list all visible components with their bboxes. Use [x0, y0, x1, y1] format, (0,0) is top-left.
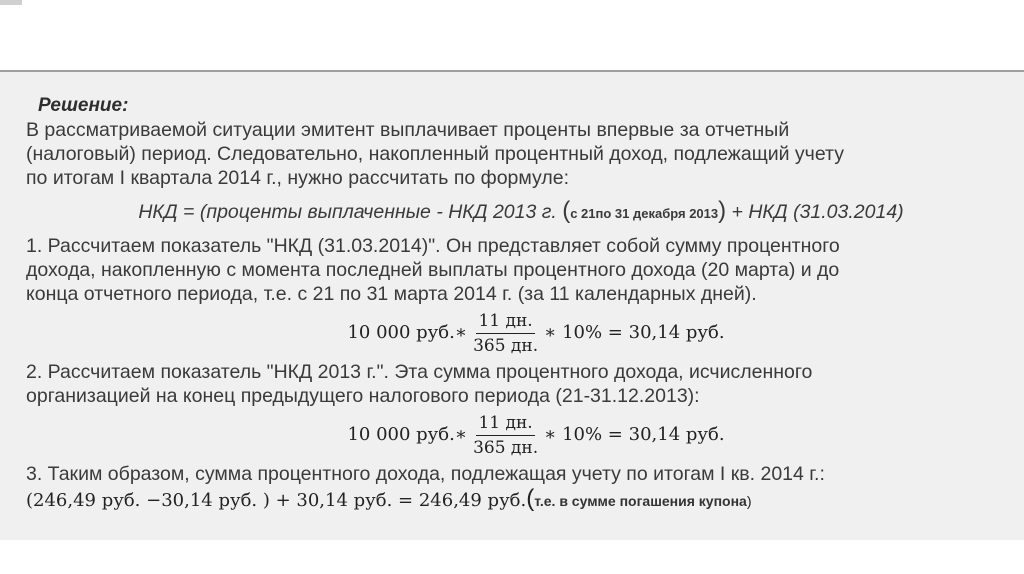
top-header-area: [0, 0, 1024, 71]
calc1-fraction: [471, 311, 540, 356]
nkd-formula: [26, 198, 1016, 227]
calc1-numerator: 11 дн.: [476, 311, 534, 334]
intro-line-1: В рассматриваемой ситуации эмитент выплачивает проценты впервые за отчетный: [26, 119, 790, 141]
calc2-numerator: 11 дн.: [476, 413, 534, 436]
calc2-denominator: 365 дн.: [473, 437, 539, 458]
corner-mark: [0, 0, 22, 5]
step1-line-2: дохода, накопленную с момента последней выплаты процентного дохода (20 марта) и до: [26, 259, 840, 281]
step1-line-1: 1. Рассчитаем показатель "НКД (31.03.2014)". Он представляет собой сумму процентного: [26, 235, 840, 257]
formula-open-paren: (: [562, 197, 571, 224]
calc1-suffix: ∗ 10% = 30,14 руб.: [544, 322, 725, 343]
intro-paragraph: [26, 118, 1016, 190]
calc1-prefix: 10 000 руб.∗: [347, 322, 468, 343]
step1-line-3: конца отчетного периода, т.е. с 21 по 31 марта 2014 г. (за 11 календарных дней).: [26, 283, 757, 305]
step3-line-1: 3. Таким образом, сумма процентного дохода, подлежащая учету по итогам I кв. 2014 г.:: [26, 463, 825, 485]
step2-line-1: 2. Рассчитаем показатель "НКД 2013 г.". Эта сумма процентного дохода, исчисленного: [26, 361, 813, 383]
calculation-2: [56, 408, 1016, 462]
step2-line-2: организацией на конец предыдущего налогового периода (21-31.12.2013):: [26, 385, 700, 407]
solution-heading: Решение:: [38, 95, 129, 116]
calc2-fraction: [471, 413, 540, 458]
formula-close-paren: ): [718, 197, 727, 224]
formula-left: НКД = (проценты выплаченные - НКД 2013 г.: [138, 201, 563, 223]
step3-final-expression: [26, 486, 1016, 514]
step3-open-paren: (: [526, 485, 535, 512]
intro-line-3: по итогам I квартала 2014 г., нужно рассчитать по формуле:: [26, 167, 569, 189]
step2-paragraph: [26, 360, 1016, 408]
step3-paragraph: [26, 462, 1016, 514]
calc2-prefix: 10 000 руб.∗: [347, 424, 468, 445]
calc2-suffix: ∗ 10% = 30,14 руб.: [544, 424, 725, 445]
bottom-area: [0, 540, 1024, 574]
step3-coupon-note: т.е. в сумме погашения купона: [534, 493, 747, 509]
step3-expression: (246,49 руб. −30,14 руб. ) + 30,14 руб. = 246,49 руб.: [26, 490, 527, 511]
calculation-1: [56, 306, 1016, 360]
slide-content: [26, 94, 1016, 514]
intro-line-2: (налоговый) период. Следовательно, накопленный процентный доход, подлежащий учету: [26, 143, 844, 165]
calc1-denominator: 365 дн.: [473, 335, 539, 356]
step1-paragraph: [26, 234, 1016, 306]
formula-right: + НКД (31.03.2014): [726, 201, 904, 223]
formula-period-note: с 21по 31 декабря 2013: [570, 206, 719, 221]
step3-close-paren: ): [746, 493, 752, 509]
